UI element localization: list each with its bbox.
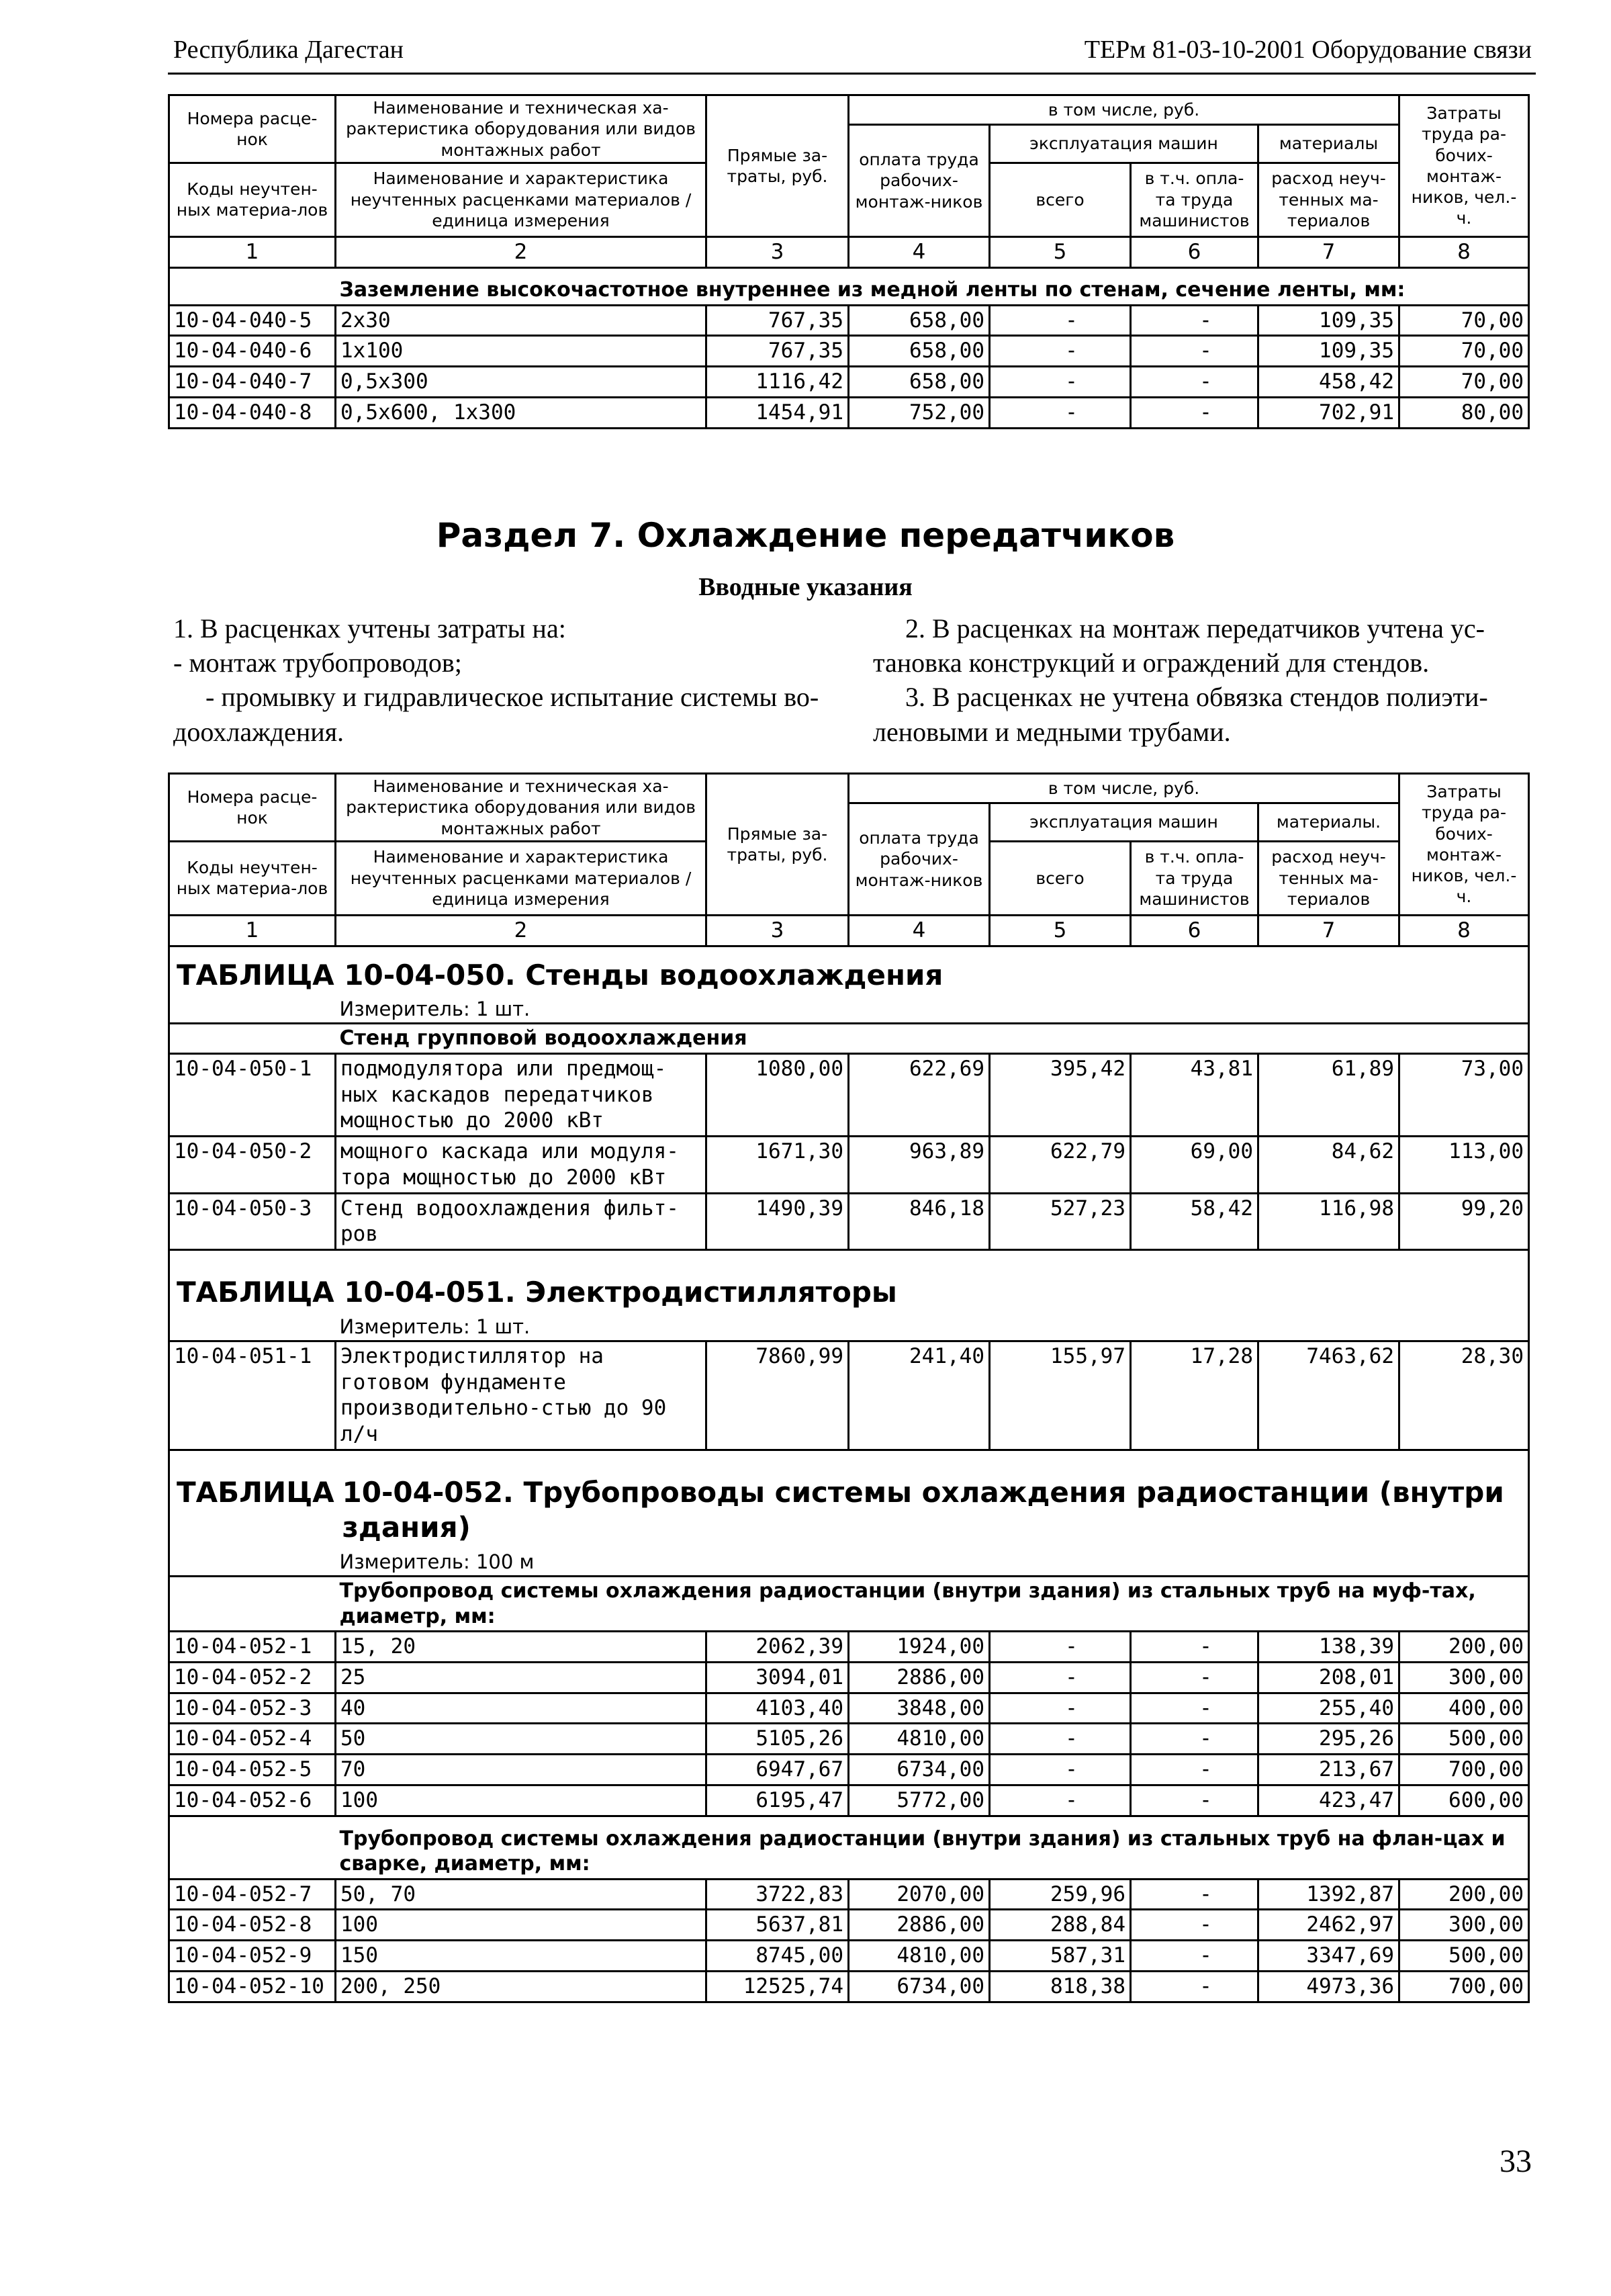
col-head-labor: Затраты труда ра-бочих-монтаж-ников, чел.-ч. bbox=[1399, 95, 1529, 237]
value-cell: - bbox=[1131, 1693, 1258, 1724]
col-head-material-names: Наименование и характеристика неучтенных расценками материалов / единица измерения bbox=[336, 163, 706, 236]
spacer bbox=[169, 1313, 336, 1341]
description-cell: подмодулятора или предмощ-ных каскадов передатчиков мощностью до 2000 кВт bbox=[336, 1053, 706, 1136]
value-cell: - bbox=[1131, 1910, 1258, 1941]
table-title: 10-04-052. Трубопроводы системы охлаждения радиостанции (внутри здания) bbox=[336, 1450, 1529, 1548]
value-cell: 12525,74 bbox=[706, 1971, 849, 2002]
value-cell: 3848,00 bbox=[849, 1693, 990, 1724]
description-cell: 1х100 bbox=[336, 336, 706, 367]
table-row bbox=[169, 397, 1529, 428]
rate-code-cell: 10-04-051-1 bbox=[169, 1341, 336, 1450]
value-cell: - bbox=[1131, 1662, 1258, 1693]
value-cell: 4103,40 bbox=[706, 1693, 849, 1724]
value-cell: 600,00 bbox=[1399, 1785, 1529, 1816]
description-cell: 100 bbox=[336, 1785, 706, 1816]
table-grounding bbox=[168, 94, 1530, 429]
value-cell: - bbox=[990, 336, 1131, 367]
value-cell: 2886,00 bbox=[849, 1662, 990, 1693]
rate-code-cell: 10-04-040-6 bbox=[169, 336, 336, 367]
value-cell: - bbox=[990, 397, 1131, 428]
rate-code-cell: 10-04-052-9 bbox=[169, 1941, 336, 1972]
value-cell: 6195,47 bbox=[706, 1785, 849, 1816]
col-head-material-names: Наименование и характеристика неучтенных расценками материалов / единица измерения bbox=[336, 841, 706, 915]
rate-code-cell: 10-04-050-1 bbox=[169, 1053, 336, 1136]
value-cell: 500,00 bbox=[1399, 1724, 1529, 1755]
value-cell: 70,00 bbox=[1399, 305, 1529, 336]
value-cell: 658,00 bbox=[849, 367, 990, 398]
value-cell: - bbox=[990, 1693, 1131, 1724]
col-num: 3 bbox=[706, 236, 849, 267]
value-cell: - bbox=[1131, 397, 1258, 428]
col-num: 6 bbox=[1131, 915, 1258, 946]
table-row bbox=[169, 1193, 1529, 1250]
value-cell: 2062,39 bbox=[706, 1632, 849, 1663]
value-cell: - bbox=[990, 1785, 1131, 1816]
value-cell: - bbox=[1131, 1879, 1258, 1910]
section-heading: Заземление высокочастотное внутреннее из медной ленты по стенам, сечение ленты, мм: bbox=[336, 267, 1529, 305]
col-head-name: Наименование и техническая ха-рактеристика оборудования или видов монтажных работ bbox=[336, 95, 706, 163]
value-cell: 702,91 bbox=[1258, 397, 1399, 428]
value-cell: 700,00 bbox=[1399, 1971, 1529, 2002]
value-cell: 17,28 bbox=[1131, 1341, 1258, 1450]
value-cell: 109,35 bbox=[1258, 336, 1399, 367]
col-head-direct-costs: Прямые за-траты, руб. bbox=[706, 774, 849, 916]
value-cell: 43,81 bbox=[1131, 1053, 1258, 1136]
spacer bbox=[169, 1024, 336, 1054]
rate-code-cell: 10-04-040-8 bbox=[169, 397, 336, 428]
rate-code-cell: 10-04-052-7 bbox=[169, 1879, 336, 1910]
section-spacer bbox=[169, 267, 336, 305]
spacer bbox=[169, 996, 336, 1024]
table-row bbox=[169, 305, 1529, 336]
table-row bbox=[169, 367, 1529, 398]
rate-code-cell: 10-04-040-7 bbox=[169, 367, 336, 398]
value-cell: 1671,30 bbox=[706, 1137, 849, 1194]
value-cell: 6734,00 bbox=[849, 1755, 990, 1785]
value-cell: 300,00 bbox=[1399, 1662, 1529, 1693]
table-row bbox=[169, 1137, 1529, 1194]
value-cell: 213,67 bbox=[1258, 1755, 1399, 1785]
header-left: Республика Дагестан bbox=[173, 36, 404, 64]
col-head-machines: эксплуатация машин bbox=[990, 125, 1258, 163]
description-cell: 25 bbox=[336, 1662, 706, 1693]
col-num: 6 bbox=[1131, 236, 1258, 267]
col-head-rate-number: Номера расце-нок bbox=[169, 95, 336, 163]
value-cell: 587,31 bbox=[990, 1941, 1131, 1972]
rate-code-cell: 10-04-052-8 bbox=[169, 1910, 336, 1941]
value-cell: 752,00 bbox=[849, 397, 990, 428]
col-number-row bbox=[169, 236, 1529, 267]
value-cell: 846,18 bbox=[849, 1193, 990, 1250]
value-cell: - bbox=[990, 1632, 1131, 1663]
table-row bbox=[169, 1053, 1529, 1136]
table-row bbox=[169, 1910, 1529, 1941]
col-head-material-usage: расход неуч-тенных ма-териалов bbox=[1258, 841, 1399, 915]
col-num: 2 bbox=[336, 915, 706, 946]
value-cell: 1924,00 bbox=[849, 1632, 990, 1663]
col-head-material-usage: расход неуч-тенных ма-териалов bbox=[1258, 163, 1399, 236]
header-right: ТЕРм 81-03-10-2001 Оборудование связи bbox=[1084, 36, 1532, 64]
table-row bbox=[169, 1662, 1529, 1693]
col-head-material-codes: Коды неучтен-ных материа-лов bbox=[169, 163, 336, 236]
value-cell: 200,00 bbox=[1399, 1879, 1529, 1910]
table-title-prefix: ТАБЛИЦА bbox=[169, 1450, 336, 1548]
intro-paragraph: - промывку и гидравлическое испытание системы во-доохлаждения. bbox=[173, 682, 819, 747]
value-cell: 84,62 bbox=[1258, 1137, 1399, 1194]
col-num: 8 bbox=[1399, 236, 1529, 267]
table-row bbox=[169, 1724, 1529, 1755]
value-cell: 200,00 bbox=[1399, 1632, 1529, 1663]
value-cell: 138,39 bbox=[1258, 1632, 1399, 1663]
table-row bbox=[169, 1755, 1529, 1785]
section-title: Раздел 7. Охлаждение передатчиков bbox=[436, 516, 1175, 555]
description-cell: 0,5х600, 1х300 bbox=[336, 397, 706, 428]
value-cell: 2462,97 bbox=[1258, 1910, 1399, 1941]
value-cell: 818,38 bbox=[990, 1971, 1131, 2002]
spacer bbox=[169, 1548, 336, 1577]
value-cell: - bbox=[990, 367, 1131, 398]
description-cell: Электродистиллятор на готовом фундаменте производительно-стью до 90 л/ч bbox=[336, 1341, 706, 1450]
value-cell: 6734,00 bbox=[849, 1971, 990, 2002]
value-cell: 70,00 bbox=[1399, 336, 1529, 367]
value-cell: 527,23 bbox=[990, 1193, 1131, 1250]
table-row bbox=[169, 1941, 1529, 1972]
col-head-machines: эксплуатация машин bbox=[990, 803, 1258, 842]
value-cell: 423,47 bbox=[1258, 1785, 1399, 1816]
value-cell: 259,96 bbox=[990, 1879, 1131, 1910]
value-cell: 3094,01 bbox=[706, 1662, 849, 1693]
measure-unit: Измеритель: 1 шт. bbox=[336, 1313, 1529, 1341]
col-number-row bbox=[169, 915, 1529, 946]
value-cell: 7860,99 bbox=[706, 1341, 849, 1450]
value-cell: 116,98 bbox=[1258, 1193, 1399, 1250]
description-cell: 200, 250 bbox=[336, 1971, 706, 2002]
value-cell: 8745,00 bbox=[706, 1941, 849, 1972]
value-cell: - bbox=[990, 1755, 1131, 1785]
col-num: 4 bbox=[849, 915, 990, 946]
value-cell: 61,89 bbox=[1258, 1053, 1399, 1136]
col-num: 8 bbox=[1399, 915, 1529, 946]
rate-code-cell: 10-04-052-5 bbox=[169, 1755, 336, 1785]
value-cell: 300,00 bbox=[1399, 1910, 1529, 1941]
value-cell: 4810,00 bbox=[849, 1941, 990, 1972]
intro-paragraph: 2. В расценках на монтаж передатчиков учтена ус-тановка конструкций и ограждений для стендов. bbox=[873, 613, 1485, 678]
intro-left-column bbox=[173, 611, 831, 749]
value-cell: 58,42 bbox=[1131, 1193, 1258, 1250]
value-cell: 400,00 bbox=[1399, 1693, 1529, 1724]
value-cell: 7463,62 bbox=[1258, 1341, 1399, 1450]
col-head-operator-wages: в т.ч. опла-та труда машинистов bbox=[1131, 841, 1258, 915]
rate-code-cell: 10-04-052-2 bbox=[169, 1662, 336, 1693]
value-cell: 3347,69 bbox=[1258, 1941, 1399, 1972]
col-head-rate-number: Номера расце-нок bbox=[169, 774, 336, 842]
rate-code-cell: 10-04-052-6 bbox=[169, 1785, 336, 1816]
value-cell: 109,35 bbox=[1258, 305, 1399, 336]
col-head-material-codes: Коды неучтен-ных материа-лов bbox=[169, 841, 336, 915]
value-cell: 1454,91 bbox=[706, 397, 849, 428]
value-cell: - bbox=[1131, 367, 1258, 398]
value-cell: 241,40 bbox=[849, 1341, 990, 1450]
description-cell: 50, 70 bbox=[336, 1879, 706, 1910]
intro-heading: Вводные указания bbox=[698, 573, 913, 601]
value-cell: 155,97 bbox=[990, 1341, 1131, 1450]
description-cell: 40 bbox=[336, 1693, 706, 1724]
value-cell: 295,26 bbox=[1258, 1724, 1399, 1755]
section-heading: Трубопровод системы охлаждения радиостанции (внутри здания) из стальных труб на флан-цах и сварке, диаметр, мм: bbox=[336, 1816, 1529, 1879]
rate-code-cell: 10-04-052-1 bbox=[169, 1632, 336, 1663]
description-cell: 70 bbox=[336, 1755, 706, 1785]
value-cell: - bbox=[1131, 1971, 1258, 2002]
col-num: 3 bbox=[706, 915, 849, 946]
value-cell: 6947,67 bbox=[706, 1755, 849, 1785]
value-cell: 700,00 bbox=[1399, 1755, 1529, 1785]
value-cell: - bbox=[990, 305, 1131, 336]
value-cell: 1116,42 bbox=[706, 367, 849, 398]
col-head-labor: Затраты труда ра-бочих-монтаж-ников, чел.-ч. bbox=[1399, 774, 1529, 916]
rate-code-cell: 10-04-052-3 bbox=[169, 1693, 336, 1724]
col-num: 7 bbox=[1258, 915, 1399, 946]
value-cell: 395,42 bbox=[990, 1053, 1131, 1136]
description-cell: 2х30 bbox=[336, 305, 706, 336]
value-cell: 1080,00 bbox=[706, 1053, 849, 1136]
table-row bbox=[169, 1785, 1529, 1816]
spacer bbox=[169, 1816, 336, 1879]
description-cell: 0,5х300 bbox=[336, 367, 706, 398]
value-cell: - bbox=[990, 1724, 1131, 1755]
rate-code-cell: 10-04-040-5 bbox=[169, 305, 336, 336]
value-cell: 622,79 bbox=[990, 1137, 1131, 1194]
value-cell: 69,00 bbox=[1131, 1137, 1258, 1194]
description-cell: мощного каскада или модуля-тора мощностью до 2000 кВт bbox=[336, 1137, 706, 1194]
value-cell: - bbox=[1131, 1632, 1258, 1663]
value-cell: 5637,81 bbox=[706, 1910, 849, 1941]
description-cell: 150 bbox=[336, 1941, 706, 1972]
value-cell: 288,84 bbox=[990, 1910, 1131, 1941]
value-cell: - bbox=[1131, 1755, 1258, 1785]
description-cell: 15, 20 bbox=[336, 1632, 706, 1663]
table-row bbox=[169, 1879, 1529, 1910]
rate-code-cell: 10-04-052-10 bbox=[169, 1971, 336, 2002]
value-cell: 767,35 bbox=[706, 336, 849, 367]
value-cell: 458,42 bbox=[1258, 367, 1399, 398]
table-row bbox=[169, 1693, 1529, 1724]
col-num: 1 bbox=[169, 915, 336, 946]
value-cell: - bbox=[1131, 1785, 1258, 1816]
intro-paragraph: 3. В расценках не учтена обвязка стендов полиэти-леновыми и медными трубами. bbox=[873, 682, 1488, 747]
value-cell: 963,89 bbox=[849, 1137, 990, 1194]
value-cell: 1392,87 bbox=[1258, 1879, 1399, 1910]
page-number: 33 bbox=[1500, 2144, 1532, 2179]
value-cell: - bbox=[1131, 305, 1258, 336]
table-row bbox=[169, 1971, 1529, 2002]
intro-right-column bbox=[873, 611, 1528, 749]
table-title: ТАБЛИЦА 10-04-050. Стенды водоохлаждения bbox=[169, 946, 1529, 996]
table-row bbox=[169, 1341, 1529, 1450]
value-cell: 3722,83 bbox=[706, 1879, 849, 1910]
value-cell: 5772,00 bbox=[849, 1785, 990, 1816]
col-head-wages: оплата труда рабочих-монтаж-ников bbox=[849, 125, 990, 237]
table-row bbox=[169, 336, 1529, 367]
description-cell: 50 bbox=[336, 1724, 706, 1755]
value-cell: 255,40 bbox=[1258, 1693, 1399, 1724]
value-cell: 1490,39 bbox=[706, 1193, 849, 1250]
value-cell: 28,30 bbox=[1399, 1341, 1529, 1450]
header-rule bbox=[168, 73, 1536, 75]
col-num: 4 bbox=[849, 236, 990, 267]
col-head-direct-costs: Прямые за-траты, руб. bbox=[706, 95, 849, 237]
col-head-operator-wages: в т.ч. опла-та труда машинистов bbox=[1131, 163, 1258, 236]
intro-paragraph: - монтаж трубопроводов; bbox=[173, 648, 462, 678]
col-head-total: всего bbox=[990, 841, 1131, 915]
rate-code-cell: 10-04-052-4 bbox=[169, 1724, 336, 1755]
col-num: 1 bbox=[169, 236, 336, 267]
value-cell: - bbox=[1131, 1724, 1258, 1755]
value-cell: - bbox=[1131, 1941, 1258, 1972]
value-cell: 2070,00 bbox=[849, 1879, 990, 1910]
value-cell: 80,00 bbox=[1399, 397, 1529, 428]
value-cell: 70,00 bbox=[1399, 367, 1529, 398]
col-head-materials: материалы bbox=[1258, 125, 1399, 163]
value-cell: 208,01 bbox=[1258, 1662, 1399, 1693]
value-cell: - bbox=[1131, 336, 1258, 367]
value-cell: 658,00 bbox=[849, 305, 990, 336]
spacer bbox=[169, 1577, 336, 1632]
rate-code-cell: 10-04-050-3 bbox=[169, 1193, 336, 1250]
value-cell: 113,00 bbox=[1399, 1137, 1529, 1194]
col-head-including: в том числе, руб. bbox=[849, 95, 1399, 125]
description-cell: 100 bbox=[336, 1910, 706, 1941]
col-num: 2 bbox=[336, 236, 706, 267]
measure-unit: Измеритель: 1 шт. bbox=[336, 996, 1529, 1024]
col-num: 5 bbox=[990, 915, 1131, 946]
col-head-materials: материалы. bbox=[1258, 803, 1399, 842]
section-heading: Трубопровод системы охлаждения радиостанции (внутри здания) из стальных труб на муф-тах, диаметр, мм: bbox=[336, 1577, 1529, 1632]
table-cooling bbox=[168, 772, 1530, 2003]
value-cell: 4973,36 bbox=[1258, 1971, 1399, 2002]
value-cell: 658,00 bbox=[849, 336, 990, 367]
measure-unit: Измеритель: 100 м bbox=[336, 1548, 1529, 1577]
col-head-wages: оплата труда рабочих-монтаж-ников bbox=[849, 803, 990, 916]
col-head-total: всего bbox=[990, 163, 1131, 236]
value-cell: 2886,00 bbox=[849, 1910, 990, 1941]
col-num: 7 bbox=[1258, 236, 1399, 267]
col-head-name: Наименование и техническая ха-рактеристика оборудования или видов монтажных работ bbox=[336, 774, 706, 842]
rate-code-cell: 10-04-050-2 bbox=[169, 1137, 336, 1194]
value-cell: 5105,26 bbox=[706, 1724, 849, 1755]
col-head-including: в том числе, руб. bbox=[849, 774, 1399, 803]
value-cell: 4810,00 bbox=[849, 1724, 990, 1755]
table-row bbox=[169, 1632, 1529, 1663]
description-cell: Стенд водоохлаждения фильт-ров bbox=[336, 1193, 706, 1250]
value-cell: 500,00 bbox=[1399, 1941, 1529, 1972]
section-heading: Стенд групповой водоохлаждения bbox=[336, 1024, 1529, 1054]
table-title: ТАБЛИЦА 10-04-051. Электродистилляторы bbox=[169, 1250, 1529, 1313]
col-num: 5 bbox=[990, 236, 1131, 267]
value-cell: 73,00 bbox=[1399, 1053, 1529, 1136]
value-cell: 99,20 bbox=[1399, 1193, 1529, 1250]
value-cell: 622,69 bbox=[849, 1053, 990, 1136]
intro-paragraph: 1. В расценках учтены затраты на: bbox=[173, 613, 566, 644]
value-cell: - bbox=[990, 1662, 1131, 1693]
value-cell: 767,35 bbox=[706, 305, 849, 336]
